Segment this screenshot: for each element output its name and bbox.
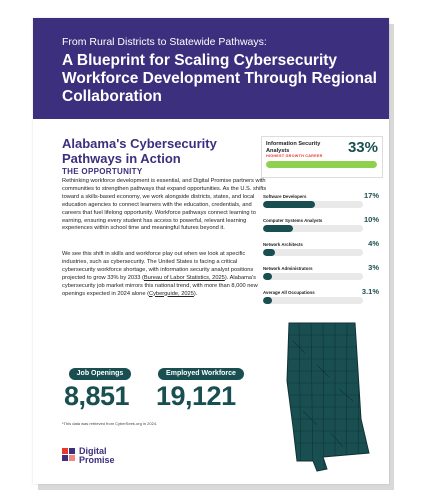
growth-row-bar-track <box>263 297 363 304</box>
growth-row-bar-track <box>263 201 363 208</box>
paragraph-1: Rethinking workforce development is essential, and Digital Promise partners with communities to strengthen pathways that expand opportunities. As the U.S. shifts toward a skills-based economy, we work alongside districts, states, and local education agencies to connect learners with the education, credentials, and careers that fuel lifelong opportunity. Workforce pathways connect learning to earning, ensuring every student has access to powerful, relevant learning experiences within school time and meaningful futures beyond it. <box>62 178 267 232</box>
growth-row-value: 3% <box>368 263 379 272</box>
banner-title: A Blueprint for Scaling Cybersecurity Workforce Development Through Regional Collaboration <box>62 52 377 105</box>
logo-line-2: Promise <box>79 455 115 465</box>
growth-row-bar-fill <box>263 201 315 208</box>
job-openings-label: Job Openings <box>69 368 131 380</box>
logo-wordmark <box>79 447 115 465</box>
alabama-county-map-icon <box>283 321 379 481</box>
header-banner <box>33 18 389 119</box>
highlight-bar-track <box>266 161 377 168</box>
growth-row-label: Software Developers <box>263 194 307 199</box>
bls-citation-link[interactable]: Bureau of Labor Statistics, 2025 <box>143 274 225 281</box>
growth-row-label: Network Administrators <box>263 266 313 271</box>
logo-line-1: Digital <box>79 446 107 456</box>
paragraph-2-text-b: ). Alabama's cybersecurity job market mirrors this national trend, with more than 8,000 new openings expected in 2024 alone ( <box>62 274 258 297</box>
growth-row-value: 4% <box>368 239 379 248</box>
highlight-value: 33% <box>347 139 378 156</box>
highlight-card <box>261 136 383 178</box>
paragraph-2 <box>62 251 267 298</box>
growth-row-bar-track <box>263 225 363 232</box>
growth-row-bar-fill <box>263 297 272 304</box>
employed-workforce-label: Employed Workforce <box>158 368 244 380</box>
document-page <box>33 18 389 484</box>
growth-row-bar-fill <box>263 249 275 256</box>
paragraph-2-text-a: We see this shift in skills and workforce play out when we look at specific industries, such as cybersecurity. The United States is facing a critical cybersecurity workforce shortage, with information security analyst positions projected to grow 33% by 2033 ( <box>62 251 254 281</box>
growth-row-bar-fill <box>263 225 293 232</box>
growth-row-label: Average All Occupations <box>263 290 315 295</box>
growth-row-value: 3.1% <box>361 287 379 296</box>
job-openings-value: 8,851 <box>64 381 130 411</box>
highlight-tag: HIGHEST GROWTH CAREER <box>266 154 323 158</box>
paragraph-2-text-c: ). <box>193 290 198 297</box>
growth-row-value: 17% <box>363 191 379 200</box>
growth-row-bar-track <box>263 249 363 256</box>
cyberguide-citation-link[interactable]: Cyberguide, 2025 <box>148 290 194 297</box>
digital-promise-logo <box>62 446 132 470</box>
section-heading: Alabama's Cybersecurity Pathways in Action <box>62 136 217 166</box>
growth-row-bar-fill <box>263 273 272 280</box>
employed-workforce-value: 19,121 <box>156 381 236 411</box>
banner-subtitle: From Rural Districts to Statewide Pathways: <box>62 36 267 48</box>
highlight-label: Information Security Analysts <box>266 141 321 154</box>
section-subheading: THE OPPORTUNITY <box>62 167 143 176</box>
growth-row-label: Network Architects <box>263 242 303 247</box>
growth-row-label: Computer Systems Analysts <box>263 218 323 223</box>
growth-row-bar-track <box>263 273 363 280</box>
highlight-bar-fill <box>266 161 377 168</box>
digital-promise-logo-icon <box>62 448 76 462</box>
growth-row-value: 10% <box>363 215 379 224</box>
data-footnote: *This data was retrieved from CyberSeek.org in 2024. <box>62 421 158 426</box>
